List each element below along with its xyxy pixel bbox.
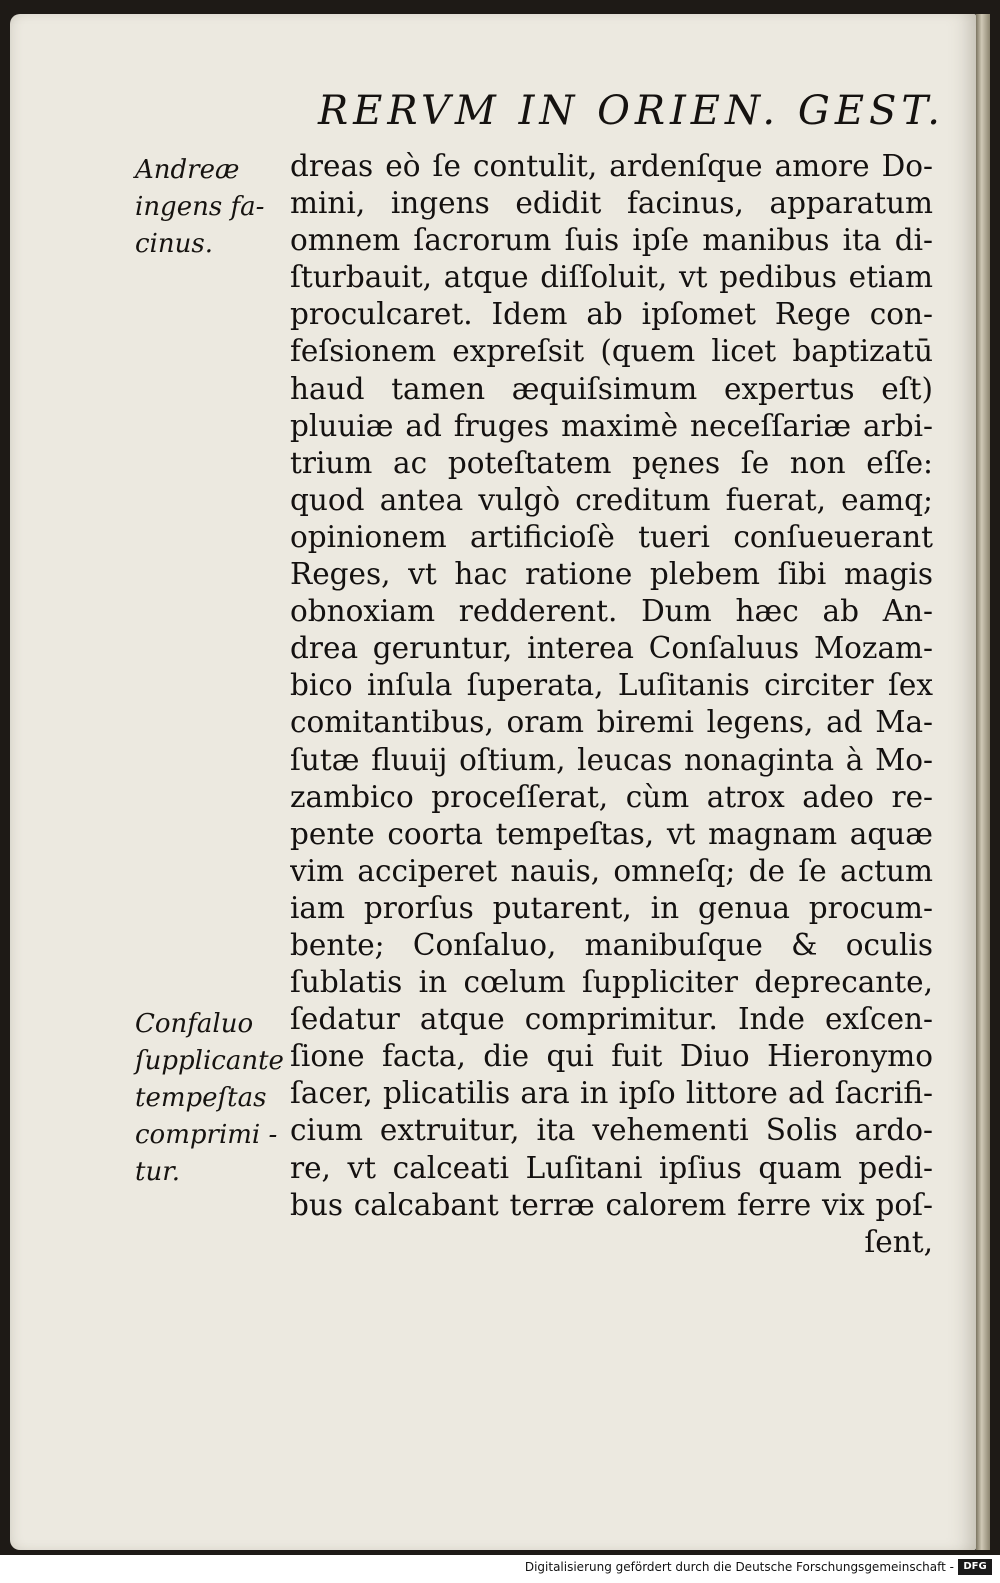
margin-note-line: comprimi - [135, 1120, 278, 1150]
margin-note-line: tur. [135, 1157, 181, 1187]
text-line: proculcaret. Idem ab ipſomet Rege con- [290, 297, 933, 332]
text-line: re, vt calceati Luſitani ipſius quam pedi- [290, 1150, 933, 1185]
text-line: ſublatis in cœlum ſuppliciter deprecante, [290, 965, 933, 1000]
text-line: opinionem artificioſè tueri conſueuerant [290, 519, 933, 554]
funding-notice: Digitalisierung gefördert durch die Deutsche Forschungsgemeinschaft - [524, 1560, 954, 1574]
margin-note-line: ingens fa- [135, 192, 265, 222]
text-line: mini, ingens edidit facinus, apparatum [290, 186, 933, 221]
text-line: ſacer, plicatilis ara in ipſo littore ad ſacrifi- [290, 1076, 933, 1111]
text-line: bus calcabant terræ calorem ferre vix poſ- [290, 1187, 933, 1222]
text-line: ſturbauit, atque diſſoluit, vt pedibus etiam [290, 260, 933, 295]
footer-bar [0, 1555, 1000, 1583]
margin-note-line: cinus. [135, 229, 213, 259]
text-line: Reges, vt hac ratione plebem ſibi magis [290, 557, 933, 592]
text-line: pente coorta tempeſtas, vt magnam aquæ [290, 816, 933, 851]
text-line: cium extruitur, ita vehementi Solis ardo- [290, 1113, 933, 1148]
page-edge [976, 14, 990, 1550]
margin-note-line: Confaluo [135, 1009, 254, 1039]
margin-note-consaluo [135, 1006, 290, 1191]
margin-note-line: Andreæ [135, 155, 240, 185]
text-line: bente; Conſaluo, manibuſque & oculis [290, 927, 933, 962]
margin-note-line: ſupplicante [135, 1046, 284, 1076]
text-line: bico inſula ſuperata, Luſitanis circiter ſex [290, 668, 933, 703]
margin-note-line: tempeſtas [135, 1083, 267, 1113]
text-line: obnoxiam redderent. Dum hæc ab An- [290, 594, 933, 629]
text-line: drea geruntur, interea Conſaluus Mozam- [290, 631, 933, 666]
text-line: feſsionem expreſsit (quem licet baptizatū [290, 334, 933, 369]
text-line: haud tamen æquiſsimum expertus eſt) [290, 371, 933, 406]
margin-note-andreae [135, 152, 290, 263]
text-line: iam prorſus putarent, in genua procum- [290, 890, 933, 925]
text-line: comitantibus, oram biremi legens, ad Ma- [290, 705, 933, 740]
text-line: ſent, [864, 1224, 933, 1259]
text-line: trium ac poteſtatem pęnes ſe non eſſe: [290, 445, 933, 480]
text-line: ſione facta, die qui fuit Diuo Hieronymo [290, 1039, 933, 1074]
text-line: quod antea vulgò creditum fuerat, eamq; [290, 482, 933, 517]
text-line: ſedatur atque comprimitur. Inde exſcen- [290, 1002, 933, 1037]
text-line: omnem ſacrorum ſuis ipſe manibus ita di- [290, 223, 933, 258]
text-line: ſutæ fluuij oſtium, leucas nonaginta à Mo- [290, 742, 933, 777]
text-line: dreas eò ſe contulit, ardenſque amore Do- [290, 149, 933, 183]
running-head: RERVM IN ORIEN. GEST. [318, 88, 945, 134]
body-text [290, 148, 933, 1261]
text-line: zambico proceſſerat, cùm atrox adeo re- [290, 779, 933, 814]
dfg-logo: DFG [958, 1559, 992, 1575]
text-line: pluuiæ ad fruges maximè neceſſariæ arbi- [290, 408, 933, 443]
text-line: vim acciperet nauis, omneſq; de ſe actum [290, 853, 933, 888]
